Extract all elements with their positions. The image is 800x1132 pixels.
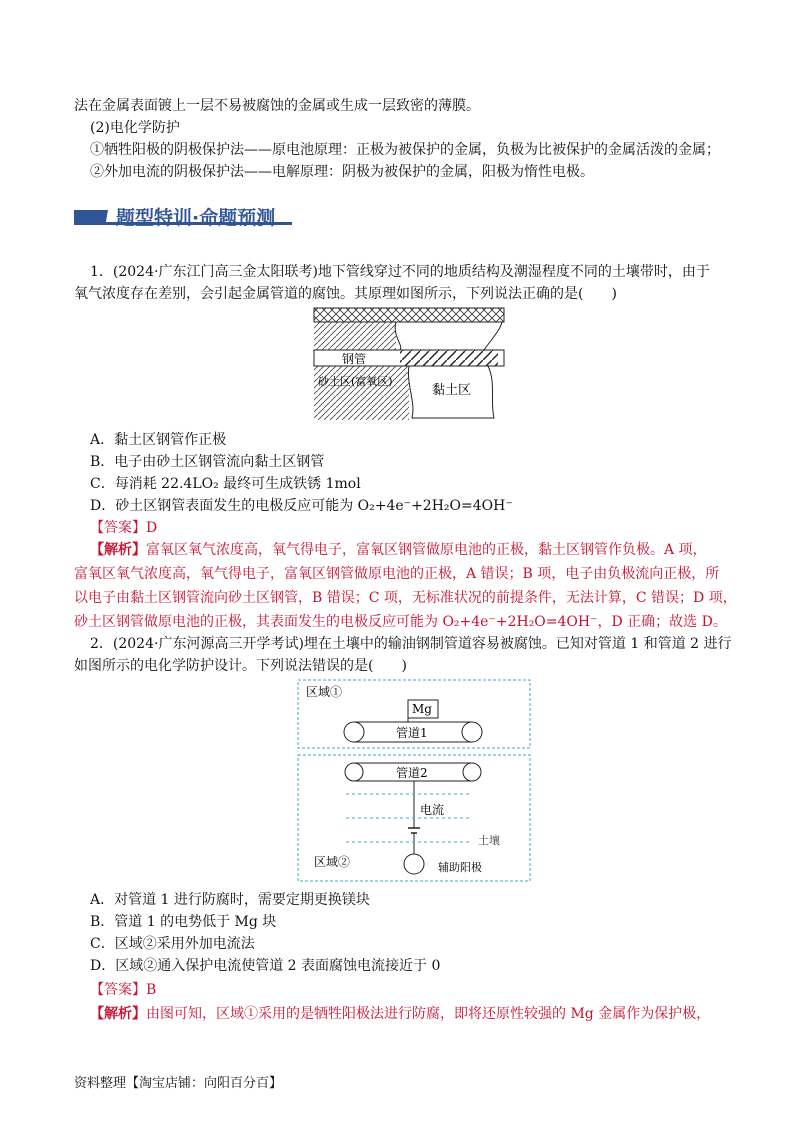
- q2-option-b: B．管道 1 的电势低于 Mg 块: [90, 914, 277, 930]
- page-footer: 资料整理【淘宝店铺：向阳百分百】: [74, 1076, 283, 1091]
- q1-answer: 【答案】D: [90, 520, 158, 536]
- q2-option-d: D．区域②通入保护电流使管道 2 表面腐蚀电流接近于 0: [90, 958, 441, 974]
- explanation-label: 【解析】: [90, 542, 146, 558]
- anode-label: 辅助阳极: [438, 861, 482, 874]
- q2-answer: 【答案】B: [90, 982, 157, 998]
- soil-label: 土壤: [478, 834, 500, 847]
- intro-text: 法在金属表面镀上一层不易被腐蚀的金属或生成一层致密的薄膜。: [74, 98, 480, 114]
- q1-explanation: 富氧区氧气浓度高，氧气得电子，富氧区钢管做原电池的正极，A 错误；B 项，电子由负极流向正极，所: [74, 566, 720, 582]
- q2-stem: 2．(2024·广东河源高三开学考试)埋在土壤中的输油钢制管道容易被腐蚀。已知对管道 1 和管道 2 进行: [90, 636, 732, 652]
- q2-explanation: [90, 1004, 710, 1024]
- pipe-label: 钢管: [342, 352, 367, 366]
- q2-option-c: C．区域②采用外加电流法: [90, 936, 255, 952]
- q1-option-b: B．电子由砂土区钢管流向黏土区钢管: [90, 454, 325, 470]
- q2-option-a: A．对管道 1 进行防腐时，需要定期更换镁块: [90, 892, 370, 908]
- q1-explanation: [90, 540, 707, 560]
- pipe2-label: 管道2: [396, 766, 428, 780]
- pipe1-end: [462, 722, 482, 742]
- q1-explanation: 砂土区钢管做原电池的正极，其表面发生的电极反应可能为 O₂+4e⁻+2H₂O=4OH⁻，D 正确；故选 D。: [74, 614, 727, 630]
- q1-option-d: D．砂土区钢管表面发生的电极反应可能为 O₂+4e⁻+2H₂O=4OH⁻: [90, 498, 513, 514]
- explanation-text: 富氧区氧气浓度高，氧气得电子，富氧区钢管做原电池的正极，黏土区钢管作负极。A 项，: [146, 542, 707, 558]
- pipe2-end: [345, 763, 363, 781]
- pipe2-end: [463, 763, 481, 781]
- explanation-text: 由图可知，区域①采用的是牺牲阳极法进行防腐，即将还原性较强的 Mg 金属作为保护极，: [146, 1006, 711, 1022]
- region2-label: 区域②: [314, 855, 351, 869]
- region1-label: 区域①: [306, 685, 343, 699]
- q1-stem: 氧气浓度存在差别，会引起金属管道的腐蚀。其原理如图所示，下列说法正确的是( ): [74, 286, 617, 302]
- intro-text: ①牺牲阳极的阴极保护法——原电池原理：正极为被保护的金属，负极为比被保护的金属活泼的金属；: [90, 142, 720, 158]
- clay-zone-label: 黏土区: [432, 383, 472, 398]
- pipe1-end: [344, 722, 364, 742]
- sand-zone-label: 砂土区(富氧区): [318, 375, 393, 388]
- section-banner: [74, 202, 294, 232]
- current-label: 电流: [420, 803, 445, 817]
- q1-stem: 1．(2024·广东江门高三金太阳联考)地下管线穿过不同的地质结构及潮湿程度不同的土壤带时，由于: [90, 264, 710, 280]
- mg-label: Mg: [412, 702, 432, 716]
- q1-figure-pipe-corrosion: [312, 306, 508, 420]
- section-title: 题型特训·命题预测: [116, 207, 276, 229]
- auxiliary-anode: [404, 854, 424, 874]
- intro-heading: (2)电化学防护: [90, 120, 180, 136]
- q2-stem: 如图所示的电化学防护设计。下列说法错误的是( ): [74, 658, 407, 674]
- explanation-label: 【解析】: [90, 1006, 146, 1022]
- q1-explanation: 以电子由黏土区钢管流向砂土区钢管，B 错误；C 项，无标准状况的前提条件，无法计算，C 错误；D 项，: [74, 590, 737, 606]
- q1-option-a: A．黏土区钢管作正极: [90, 432, 227, 448]
- intro-text: ②外加电流的阴极保护法——电解原理：阴极为被保护的金属，阳极为惰性电极。: [90, 164, 594, 180]
- q2-figure-cathodic-protection: [296, 678, 532, 884]
- pipe1-label: 管道1: [396, 726, 428, 740]
- q1-option-c: C．每消耗 22.4LO₂ 最终可生成铁锈 1mol: [90, 476, 361, 492]
